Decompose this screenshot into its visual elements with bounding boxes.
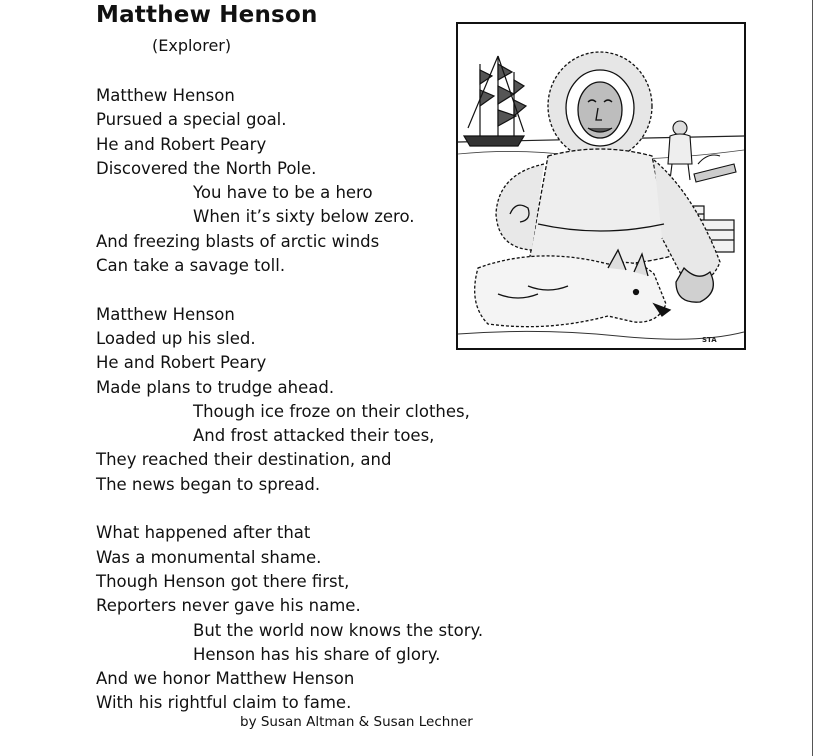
poem-line: He and Robert Peary: [96, 353, 267, 373]
poem-line: Matthew Henson: [96, 304, 235, 324]
poem-line: Pursued a special goal.: [96, 110, 287, 130]
poem-subtitle: (Explorer): [152, 36, 232, 55]
poem-line: Though Henson got there first,: [96, 571, 350, 591]
poem-line: Matthew Henson: [96, 86, 235, 105]
poem-line: And frost attacked their toes,: [193, 426, 435, 446]
explorer-illustration: [456, 22, 746, 350]
poem-byline: by Susan Altman & Susan Lechner: [240, 714, 473, 730]
poem-line: And freezing blasts of arctic winds: [96, 231, 380, 251]
explorer-drawing: [458, 24, 744, 348]
poem-line: Henson has his share of glory.: [193, 644, 441, 664]
poem-line: Reporters never gave his name.: [96, 596, 361, 616]
poem-line: What happened after that: [96, 523, 311, 543]
poem-title: Matthew Henson: [96, 2, 318, 28]
husky-dog-drawing: [475, 250, 670, 327]
poem-line: When it’s sixty below zero.: [193, 207, 415, 227]
poem-line: You have to be a hero: [193, 183, 373, 203]
poem-line: He and Robert Peary: [96, 134, 267, 154]
poem-stanza: [96, 521, 536, 715]
poem-line: They reached their destination, and: [96, 450, 392, 470]
poem-line: And we honor Matthew Henson: [96, 669, 355, 689]
poem-line: Though ice froze on their clothes,: [193, 401, 470, 421]
illustration-signature: STA: [702, 336, 717, 344]
poem-line: But the world now knows the story.: [193, 620, 484, 640]
stanza-gap: [96, 497, 536, 521]
poem-line: Made plans to trudge ahead.: [96, 377, 335, 397]
poem-line: Discovered the North Pole.: [96, 158, 317, 178]
poem-line: Loaded up his sled.: [96, 328, 256, 348]
poem-line: Was a monumental shame.: [96, 547, 322, 567]
poem-line: Can take a savage toll.: [96, 256, 286, 276]
poem-line: With his rightful claim to fame.: [96, 693, 352, 713]
poem-line: The news began to spread.: [96, 474, 321, 494]
page-right-border: [812, 0, 813, 756]
